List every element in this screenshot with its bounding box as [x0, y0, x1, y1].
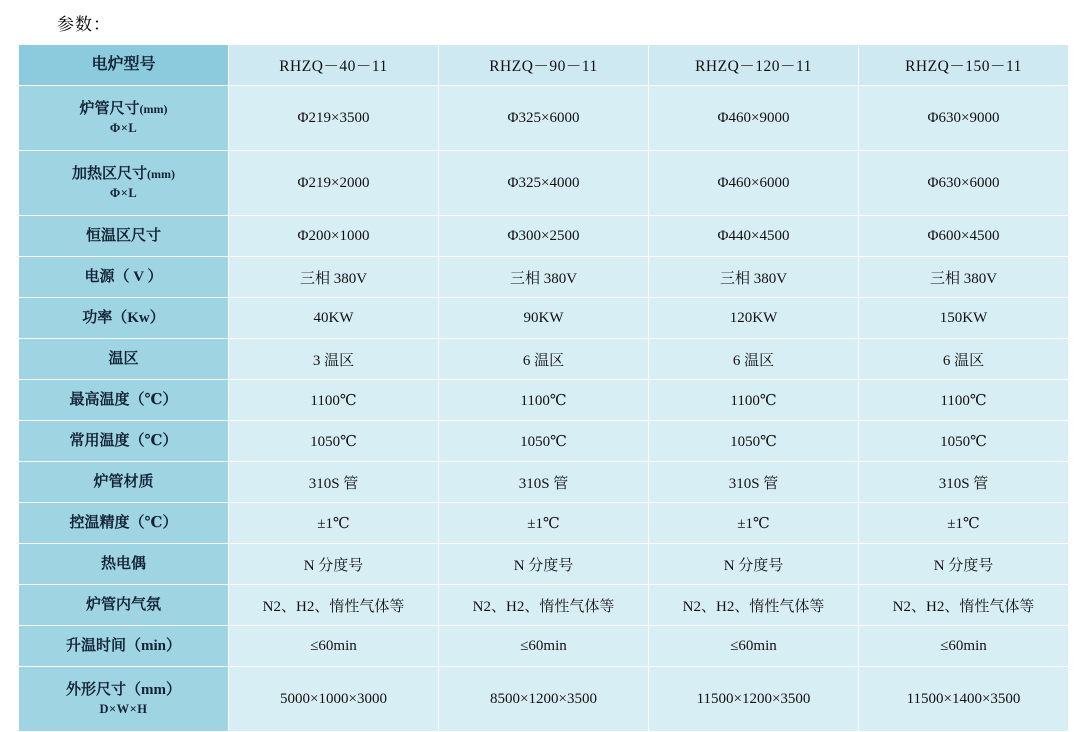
row-label: 升温时间（min） — [19, 626, 229, 667]
row-label: 控温精度（℃） — [19, 503, 229, 544]
table-row — [19, 462, 1069, 503]
row-value: N 分度号 — [649, 544, 859, 585]
page-title: 参数： — [57, 15, 111, 34]
row-label: 炉管内气氛 — [19, 585, 229, 626]
row-label — [19, 151, 229, 216]
row-value: 150KW — [859, 298, 1069, 339]
row-value: 三相 380V — [439, 257, 649, 298]
row-value: 3 温区 — [229, 339, 439, 380]
row-value: Φ219×3500 — [229, 86, 439, 151]
table-row — [19, 151, 1069, 216]
row-label-sub: Φ×L — [109, 185, 138, 200]
table-row — [19, 585, 1069, 626]
table-row — [19, 667, 1069, 732]
row-value: 90KW — [439, 298, 649, 339]
row-value: 1050℃ — [229, 421, 439, 462]
row-value: Φ325×6000 — [439, 86, 649, 151]
row-value: 310S 管 — [649, 462, 859, 503]
row-value: 11500×1200×3500 — [649, 667, 859, 732]
row-value: Φ219×2000 — [229, 151, 439, 216]
row-value: Φ200×1000 — [229, 216, 439, 257]
row-value: 310S 管 — [439, 462, 649, 503]
row-value: 40KW — [229, 298, 439, 339]
row-value: ≤60min — [229, 626, 439, 667]
table-row — [19, 421, 1069, 462]
row-label-text: 炉管尺寸 — [79, 101, 140, 118]
table-row — [19, 626, 1069, 667]
table-row — [19, 339, 1069, 380]
table-row — [19, 380, 1069, 421]
row-value: 6 温区 — [649, 339, 859, 380]
row-value: N2、H2、惰性气体等 — [439, 585, 649, 626]
table-row — [19, 298, 1069, 339]
row-label: 恒温区尺寸 — [19, 216, 229, 257]
row-value: 5000×1000×3000 — [229, 667, 439, 732]
row-value: N 分度号 — [439, 544, 649, 585]
row-value: ±1℃ — [229, 503, 439, 544]
row-value: ±1℃ — [649, 503, 859, 544]
row-value: Φ630×6000 — [859, 151, 1069, 216]
table-row — [19, 503, 1069, 544]
row-label — [19, 86, 229, 151]
row-value: ≤60min — [649, 626, 859, 667]
table-row — [19, 257, 1069, 298]
table-header-row — [19, 45, 1069, 86]
row-value: N2、H2、惰性气体等 — [859, 585, 1069, 626]
row-label-unit: (mm) — [147, 167, 175, 182]
row-value: 三相 380V — [859, 257, 1069, 298]
row-value: 1100℃ — [439, 380, 649, 421]
row-value: Φ630×9000 — [859, 86, 1069, 151]
row-value: 1100℃ — [229, 380, 439, 421]
row-value: ≤60min — [859, 626, 1069, 667]
row-value: 6 温区 — [439, 339, 649, 380]
row-label — [19, 667, 229, 732]
row-value: Φ325×4000 — [439, 151, 649, 216]
header-model-cell-3: RHZQ－120－11 — [649, 45, 859, 86]
table-row — [19, 216, 1069, 257]
row-value: N 分度号 — [229, 544, 439, 585]
row-value: Φ440×4500 — [649, 216, 859, 257]
row-value: 120KW — [649, 298, 859, 339]
row-value: N2、H2、惰性气体等 — [649, 585, 859, 626]
row-value: 8500×1200×3500 — [439, 667, 649, 732]
row-label: 电源（ V ） — [19, 257, 229, 298]
row-value: 310S 管 — [859, 462, 1069, 503]
row-value: N 分度号 — [859, 544, 1069, 585]
row-value: 1050℃ — [859, 421, 1069, 462]
row-value: Φ460×9000 — [649, 86, 859, 151]
row-value: 1050℃ — [439, 421, 649, 462]
row-label-sub: Φ×L — [109, 120, 138, 135]
table-row — [19, 86, 1069, 151]
row-value: 三相 380V — [229, 257, 439, 298]
row-label: 功率（Kw） — [19, 298, 229, 339]
row-value: 310S 管 — [229, 462, 439, 503]
row-value: 1100℃ — [649, 380, 859, 421]
row-label: 常用温度（℃） — [19, 421, 229, 462]
row-label: 炉管材质 — [19, 462, 229, 503]
row-label-sub: D×W×H — [99, 701, 148, 716]
specification-table — [18, 44, 1069, 732]
row-value: N2、H2、惰性气体等 — [229, 585, 439, 626]
row-label: 最高温度（℃） — [19, 380, 229, 421]
header-model-cell-2: RHZQ－90－11 — [439, 45, 649, 86]
header-model-cell-4: RHZQ－150－11 — [859, 45, 1069, 86]
row-label-text: 外形尺寸（mm） — [66, 682, 181, 699]
row-value: Φ300×2500 — [439, 216, 649, 257]
row-label: 温区 — [19, 339, 229, 380]
row-value: ±1℃ — [859, 503, 1069, 544]
row-label-text: 加热区尺寸 — [72, 166, 148, 183]
row-value: 三相 380V — [649, 257, 859, 298]
row-value: 1100℃ — [859, 380, 1069, 421]
row-label-unit: (mm) — [139, 102, 168, 117]
header-model-cell-1: RHZQ－40－11 — [229, 45, 439, 86]
row-value: 6 温区 — [859, 339, 1069, 380]
row-label: 热电偶 — [19, 544, 229, 585]
row-value: 11500×1400×3500 — [859, 667, 1069, 732]
row-value: ±1℃ — [439, 503, 649, 544]
row-value: Φ460×6000 — [649, 151, 859, 216]
header-label-cell: 电炉型号 — [19, 45, 229, 86]
table-row — [19, 544, 1069, 585]
row-value: ≤60min — [439, 626, 649, 667]
row-value: Φ600×4500 — [859, 216, 1069, 257]
row-value: 1050℃ — [649, 421, 859, 462]
